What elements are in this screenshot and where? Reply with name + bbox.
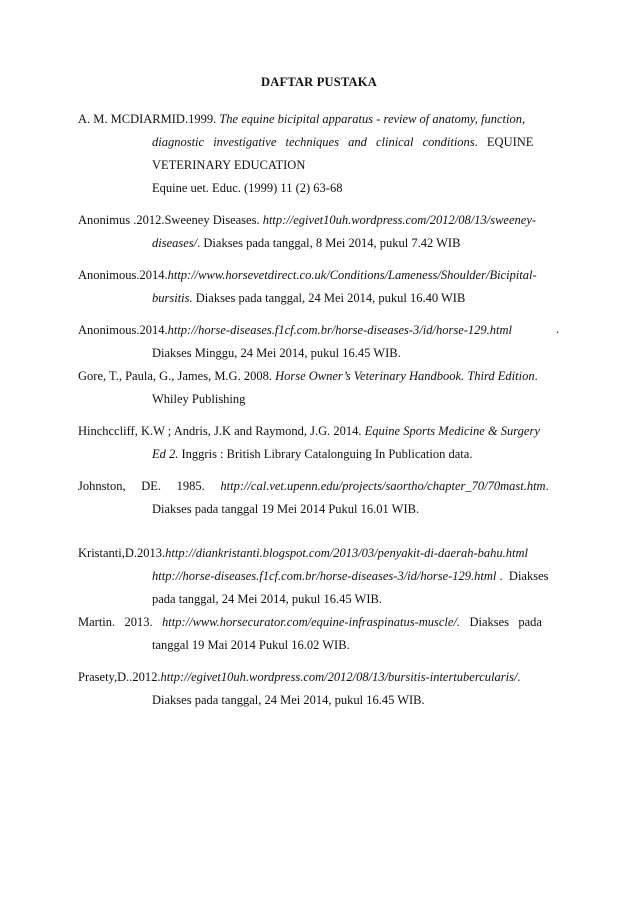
reference-url[interactable]: http://cal.vet.upenn.edu/projects/saortho/chapter_70/70mast.htm <box>220 479 546 493</box>
reference-entry <box>78 669 521 685</box>
reference-text: Diakses pada tanggal, 24 Mei 2014, pukul 16.40 WIB <box>192 291 466 305</box>
reference-line <box>152 568 549 584</box>
reference-line: Diakses Minggu, 24 Mei 2014, pukul 16.45 WIB. <box>152 346 401 360</box>
reference-url[interactable]: http://egivet10uh.wordpress.com/2012/08/13/bursitis-intertubercularis/. <box>160 670 521 684</box>
reference-line <box>152 134 560 150</box>
reference-entry <box>78 545 528 561</box>
reference-author: Gore, T., Paula, G., James, M.G. 2008. <box>78 369 276 383</box>
reference-title: Horse Owner’s Veterinary Handbook. Third Edition <box>275 369 535 383</box>
reference-author: Prasety,D..2012. <box>78 670 161 684</box>
reference-line: pada tanggal, 24 Mei 2014, pukul 16.45 WIB. <box>152 592 382 606</box>
reference-text: Diakses pada <box>460 615 542 629</box>
reference-url[interactable]: bursitis. <box>152 291 193 305</box>
reference-line: Whiley Publishing <box>152 392 246 406</box>
page-title: DAFTAR PUSTAKA <box>261 75 377 89</box>
reference-author: Hinchccliff, K.W ; Andris, J.K and Raymond, J.G. 2014. <box>78 424 365 438</box>
reference-url[interactable]: http://diankristanti.blogspot.com/2013/03/penyakit-di-daerah-bahu.html <box>165 546 528 560</box>
reference-author: Kristanti,D.2013. <box>78 546 166 560</box>
reference-entry <box>78 322 512 338</box>
reference-author: Martin. 2013. <box>78 615 163 629</box>
reference-text: . <box>534 369 538 383</box>
reference-text: . <box>545 479 549 493</box>
reference-line <box>152 235 460 251</box>
reference-entry <box>78 368 538 384</box>
reference-entry <box>78 212 536 228</box>
reference-line: Diakses pada tanggal, 24 Mei 2014, pukul 16.45 WIB. <box>152 693 425 707</box>
reference-text: . Diakses pada tanggal, 8 Mei 2014, pukul 7.42 WIB <box>197 236 461 250</box>
reference-line: Equine uet. Educ. (1999) 11 (2) 63-68 <box>152 181 343 195</box>
reference-author: Johnston, DE. 1985. <box>78 479 221 493</box>
reference-text: . EQUINE <box>474 135 534 149</box>
reference-title: Ed 2. <box>152 447 179 461</box>
reference-line <box>152 446 472 462</box>
reference-url[interactable]: http://horse-diseases.f1cf.com.br/horse-diseases-3/id/horse-129.html <box>152 569 497 583</box>
reference-entry <box>78 111 525 127</box>
reference-author: Anonimous.2014. <box>78 268 168 282</box>
reference-entry <box>78 267 537 283</box>
reference-title: The equine bicipital apparatus - review of anatomy, function, <box>219 112 526 126</box>
reference-url[interactable]: http://www.horsecurator.com/equine-infraspinatus-muscle/. <box>162 615 461 629</box>
reference-text: . Diakses <box>496 569 549 583</box>
reference-line: Diakses pada tanggal 19 Mei 2014 Pukul 16.01 WIB. <box>152 502 420 516</box>
reference-url[interactable]: diseases/ <box>152 236 198 250</box>
reference-text: . <box>556 322 560 336</box>
reference-text: Inggris : British Library Catalonguing In Publication data. <box>178 447 473 461</box>
reference-entry <box>78 614 542 630</box>
reference-line <box>152 290 465 306</box>
reference-url[interactable]: http://horse-diseases.f1cf.com.br/horse-diseases-3/id/horse-129.html <box>167 323 513 337</box>
reference-title: diagnostic investigative techniques and clinical conditions <box>152 135 475 149</box>
reference-line: tanggal 19 Mai 2014 Pukul 16.02 WIB. <box>152 638 350 652</box>
reference-entry <box>78 478 549 494</box>
reference-author: Anonimous.2014. <box>78 323 168 337</box>
reference-entry <box>78 423 540 439</box>
reference-author: Anonimus .2012.Sweeney Diseases. <box>78 213 263 227</box>
reference-line: VETERINARY EDUCATION <box>152 158 306 172</box>
reference-title: Equine Sports Medicine & Surgery <box>364 424 540 438</box>
reference-url[interactable]: http://www.horsevetdirect.co.uk/Conditions/Lameness/Shoulder/Bicipital- <box>167 268 537 282</box>
reference-author: A. M. MCDIARMID.1999. <box>78 112 220 126</box>
reference-url[interactable]: http://egivet10uh.wordpress.com/2012/08/13/sweeney- <box>262 213 537 227</box>
